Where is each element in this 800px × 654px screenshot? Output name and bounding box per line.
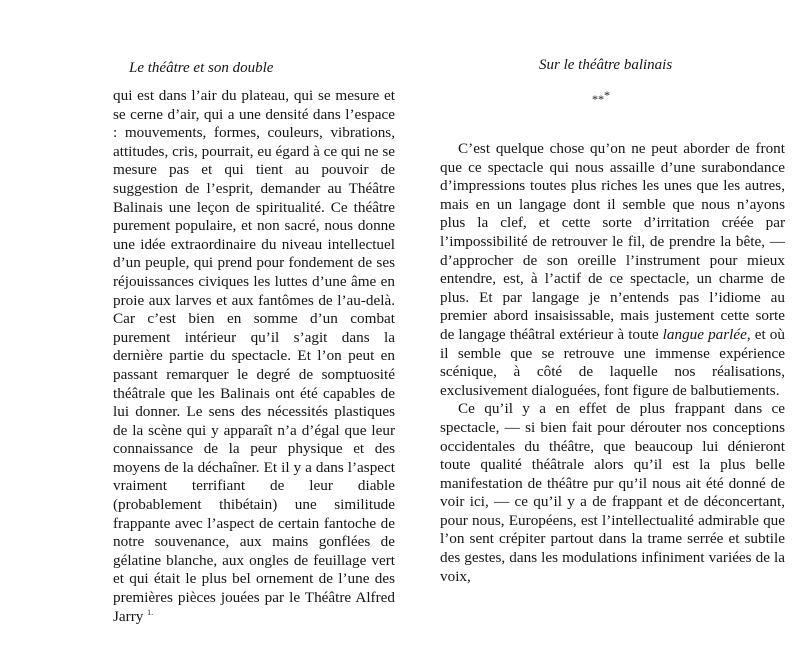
left-page-text <box>113 87 395 626</box>
right-paragraph-1-emphasis: langue parlée <box>662 325 747 343</box>
running-head-left: Le théâtre et son double <box>129 60 274 76</box>
asterism <box>592 88 610 106</box>
left-paragraph <box>113 87 395 626</box>
left-paragraph-text: qui est dans l’air du plateau, qui se mesure et se cerne d’air, qui a une densité dans l’espace : mouvements, formes, couleurs, vibrations, attitudes, cris, pourrait, eu égard à ce qui ne se mesure pas et qui tient au pouvoir de suggestion de l’esprit, demander au Théâtre Balinais une leçon de spiritualité. Ce théâtre purement populaire, et non sacré, nous donne une idée extraordinaire du niveau intellectuel d’un peuple, qui prend pour fondement de ses réjouissances civiques les luttes d’une âme en proie aux larves et aux fantômes de l’au-delà. Car c’est bien en somme d’un combat purement intérieur qu’il s’agit dans la dernière partie du spectacle. Et l’on peut en passant remarquer le degré de somptuosité théâtrale que les Balinais ont été capables de lui donner. Le sens des nécessités plastiques de la scène qui y apparaît n’a d’égal que leur connaissance de la peur physique et des moyens de la déchaîner. Et il y a dans l’aspect vraiment terrifiant de leur diable (probablement thibétain) une similitude frappante avec l’aspect de certain fantoche de notre souvenance, aux mains gonflées de gélatine blanche, aux ongles de feuillage vert et qui était le plus bel ornement de l’une des premières pièces jouées par le Théâtre Alfred Jarry <box>113 87 395 625</box>
footnote-mark: 1. <box>147 607 154 617</box>
right-paragraph-1-part-a: C’est quelque chose qu’on ne peut aborder de front que ce spectacle qui nous assaille d’une surabondance d’impressions toutes plus riches les unes que les autres, mais en un langage dont il semble que nous n’ayons plus la clef, et cette sorte d’irritation créée par l’impossibilité de retrouver le fil, de prendre la bête, — d’approcher de son oreille l’instrument pour mieux entendre, est, à l’actif de ce spectacle, un charme de plus. Et par langage je n’entends pas l’idiome au premier abord insaisissable, mais justement cette sorte de langage théâtral extérieur à toute <box>440 140 785 343</box>
right-paragraph-2: Ce qu’il y a en effet de plus frappant dans ce spectacle, — si bien fait pour dérouter nos conceptions occidentales du théâtre, que beaucoup lui dénieront toute qualité théâtrale alors qu’il est la plus belle manifestation de théâtre pur qu’il nous ait été donné de voir ici, — ce qu’il y a de frappant et de déconcertant, pour nous, Européens, est l’intellectualité admirable que l’on sent crépiter partout dans la trame serrée et subtile des gestes, dans les modulations infiniment variées de la voix, <box>440 400 785 585</box>
asterism-stars-a: ** <box>592 92 604 106</box>
right-paragraph-1 <box>440 140 785 400</box>
asterism-stars-b: * <box>604 88 610 102</box>
running-head-right: Sur le théâtre balinais <box>539 57 673 73</box>
right-paragraph-1-part-b: , et où il semble que se retrouve une immense expérience scénique, à côté de laquelle nos réalisations, exclusivement dialoguées, font figure de balbutiements. <box>440 325 785 399</box>
right-page-text <box>440 140 785 586</box>
